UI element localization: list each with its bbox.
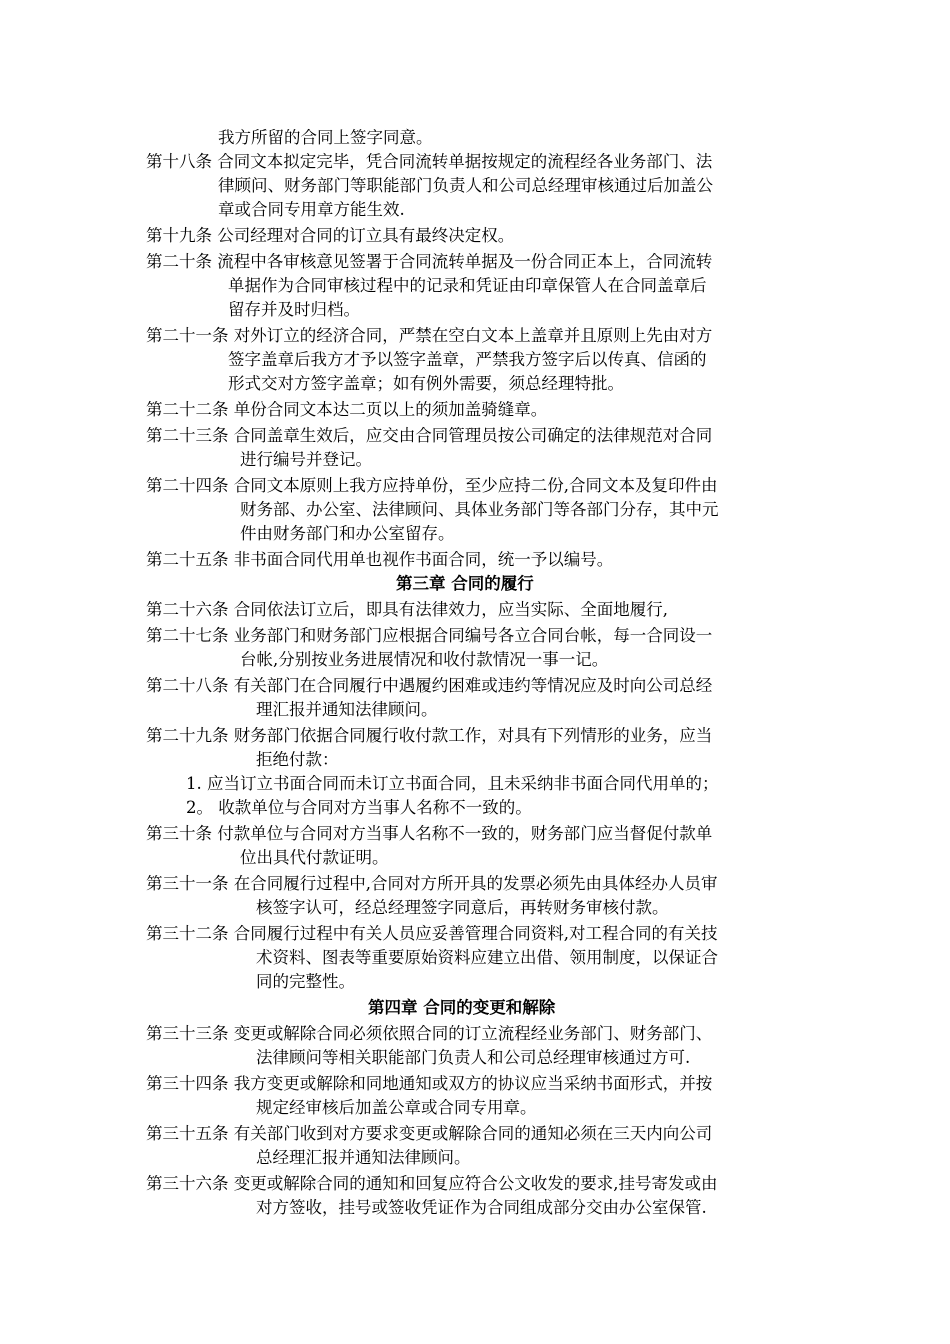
- article-27-line: 第二十七条 业务部门和财务部门应根据合同编号各立合同台帐，每一合同设一: [146, 626, 713, 645]
- text-line: 形式交对方签字盖章；如有例外需要，须总经理特批。: [228, 374, 624, 393]
- list-item: 1. 应当订立书面合同而未订立书面合同，且未采纳非书面合同代用单的；: [186, 774, 719, 793]
- text-line: 我方所留的合同上签字同意。: [218, 128, 433, 147]
- article-22-line: 第二十二条 单份合同文本达二页以上的须加盖骑缝章。: [146, 400, 548, 419]
- chapter-4-heading: 第四章 合同的变更和解除: [368, 998, 556, 1017]
- text-line: 财务部、办公室、法律顾问、具体业务部门等各部门分存，其中元: [240, 500, 719, 519]
- article-29-line: 第二十九条 财务部门依据合同履行收付款工作，对具有下列情形的业务，应当: [146, 726, 713, 745]
- article-21-line: 第二十一条 对外订立的经济合同，严禁在空白文本上盖章并且原则上先由对方: [146, 326, 713, 345]
- article-18-line: 第十八条 合同文本拟定完毕，凭合同流转单据按规定的流程经各业务部门、法: [146, 152, 713, 171]
- chapter-3-heading: 第三章 合同的履行: [396, 574, 534, 593]
- text-line: 留存并及时归档。: [228, 300, 360, 319]
- article-31-line: 第三十一条 在合同履行过程中,合同对方所开具的发票必须先由具体经办人员审: [146, 874, 718, 893]
- article-23-line: 第二十三条 合同盖章生效后，应交由合同管理员按公司确定的法律规范对合同: [146, 426, 713, 445]
- article-26-line: 第二十六条 合同依法订立后，即具有法律效力，应当实际、全面地履行,: [146, 600, 668, 619]
- article-20-line: 第二十条 流程中各审核意见签署于合同流转单据及一份合同正本上，合同流转: [146, 252, 713, 271]
- article-24-line: 第二十四条 合同文本原则上我方应持单份，至少应持二份,合同文本及复印件由: [146, 476, 718, 495]
- article-32-line: 第三十二条 合同履行过程中有关人员应妥善管理合同资料,对工程合同的有关技: [146, 924, 718, 943]
- text-line: 总经理汇报并通知法律顾问。: [256, 1148, 471, 1167]
- text-line: 签字盖章后我方才予以签字盖章，严禁我方签字后以传真、信函的: [228, 350, 707, 369]
- text-line: 核签字认可，经总经理签字同意后，再转财务审核付款。: [256, 898, 669, 917]
- text-line: 律顾问、财务部门等职能部门负责人和公司总经理审核通过后加盖公: [218, 176, 713, 195]
- article-19-line: 第十九条 公司经理对合同的订立具有最终决定权。: [146, 226, 515, 245]
- text-line: 术资料、图表等重要原始资料应建立出借、领用制度，以保证合: [256, 948, 718, 967]
- text-line: 件由财务部门和办公室留存。: [240, 524, 455, 543]
- article-36-line: 第三十六条 变更或解除合同的通知和回复应符合公文收发的要求,挂号寄发或由: [146, 1174, 718, 1193]
- article-35-line: 第三十五条 有关部门收到对方要求变更或解除合同的通知必须在三天内向公司: [146, 1124, 713, 1143]
- list-item: 2。 收款单位与合同对方当事人名称不一致的。: [186, 798, 532, 817]
- text-line: 同的完整性。: [256, 972, 355, 991]
- article-25-line: 第二十五条 非书面合同代用单也视作书面合同，统一予以编号。: [146, 550, 614, 569]
- text-line: 对方签收，挂号或签收凭证作为合同组成部分交由办公室保管.: [256, 1198, 707, 1217]
- article-28-line: 第二十八条 有关部门在合同履行中遇履约困难或违约等情况应及时向公司总经: [146, 676, 713, 695]
- text-line: 理汇报并通知法律顾问。: [256, 700, 438, 719]
- article-34-line: 第三十四条 我方变更或解除和同地通知或双方的协议应当采纳书面形式，并按: [146, 1074, 713, 1093]
- text-line: 规定经审核后加盖公章或合同专用章。: [256, 1098, 537, 1117]
- text-line: 进行编号并登记。: [240, 450, 372, 469]
- text-line: 位出具代付款证明。: [240, 848, 389, 867]
- text-line: 单据作为合同审核过程中的记录和凭证由印章保管人在合同盖章后: [228, 276, 707, 295]
- text-line: 法律顾问等相关职能部门负责人和公司总经理审核通过方可.: [256, 1048, 691, 1067]
- article-30-line: 第三十条 付款单位与合同对方当事人名称不一致的，财务部门应当督促付款单: [146, 824, 713, 843]
- text-line: 台帐,分别按业务进展情况和收付款情况一事一记。: [240, 650, 609, 669]
- text-line: 章或合同专用章方能生效.: [218, 200, 405, 219]
- text-line: 拒绝付款：: [256, 750, 339, 769]
- article-33-line: 第三十三条 变更或解除合同必须依照合同的订立流程经业务部门、财务部门、: [146, 1024, 713, 1043]
